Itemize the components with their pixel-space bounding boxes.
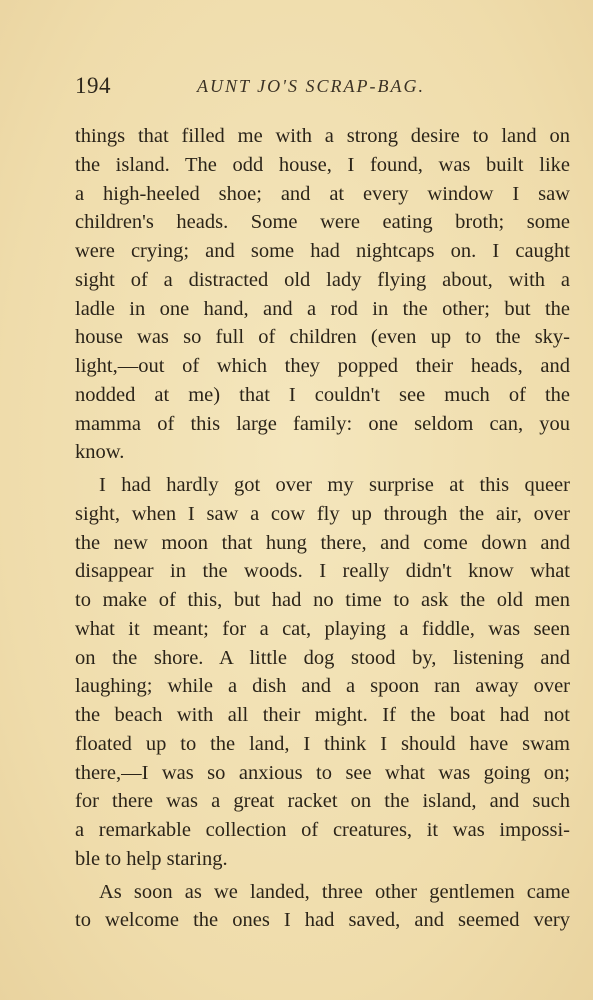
text-line: there,—I was so anxious to see what was going on; xyxy=(75,761,570,784)
text-line: floated up to the land, I think I should have swam xyxy=(75,732,570,755)
text-line: what it meant; for a cat, playing a fiddle, was seen xyxy=(75,617,570,640)
page-number: 194 xyxy=(75,73,111,98)
running-head xyxy=(75,73,570,103)
text-line: the beach with all their might. If the boat had not xyxy=(75,704,570,726)
text-line: a high-heeled shoe; and at every window I saw xyxy=(75,182,570,205)
running-title: AUNT JO'S SCRAP-BAG. xyxy=(197,76,425,96)
body-text xyxy=(75,122,570,935)
text-line: I had hardly got over my surprise at this queer xyxy=(99,474,570,496)
text-line: to make of this, but had no time to ask the old men xyxy=(75,589,570,611)
text-line: ladle in one hand, and a rod in the other; but the xyxy=(75,297,570,320)
text-line: things that filled me with a strong desire to land on xyxy=(75,125,570,147)
text-line: on the shore. A little dog stood by, listening and xyxy=(75,646,570,669)
text-line: sight, when I saw a cow fly up through the air, over xyxy=(75,502,570,525)
text-line: for there was a great racket on the island, and such xyxy=(75,790,570,813)
text-line: nodded at me) that I couldn't see much of the xyxy=(75,383,570,406)
text-line: a remarkable collection of creatures, it was impossi- xyxy=(75,819,570,841)
text-line: sight of a distracted old lady flying about, with a xyxy=(75,268,570,291)
text-line: mamma of this large family: one seldom can, you xyxy=(75,412,570,435)
text-line: light,—out of which they popped their heads, and xyxy=(75,355,570,377)
text-line: children's heads. Some were eating broth; some xyxy=(75,211,570,234)
text-line: As soon as we landed, three other gentlemen came xyxy=(99,880,570,903)
text-line: know. xyxy=(75,441,125,464)
text-line: the island. The odd house, I found, was built like xyxy=(75,153,570,176)
text-line: to welcome the ones I had saved, and seemed very xyxy=(75,909,570,932)
paragraph-3 xyxy=(75,878,570,936)
text-line: disappear in the woods. I really didn't know what xyxy=(75,560,570,583)
text-line: laughing; while a dish and a spoon ran away over xyxy=(75,675,570,698)
paragraph-2 xyxy=(75,471,570,874)
text-line: ble to help staring. xyxy=(75,847,228,870)
text-line: the new moon that hung there, and come down and xyxy=(75,531,570,554)
paragraph-1 xyxy=(75,122,570,467)
text-line: were crying; and some had nightcaps on. I caught xyxy=(75,240,570,262)
text-line: house was so full of children (even up to the sky- xyxy=(75,326,570,349)
